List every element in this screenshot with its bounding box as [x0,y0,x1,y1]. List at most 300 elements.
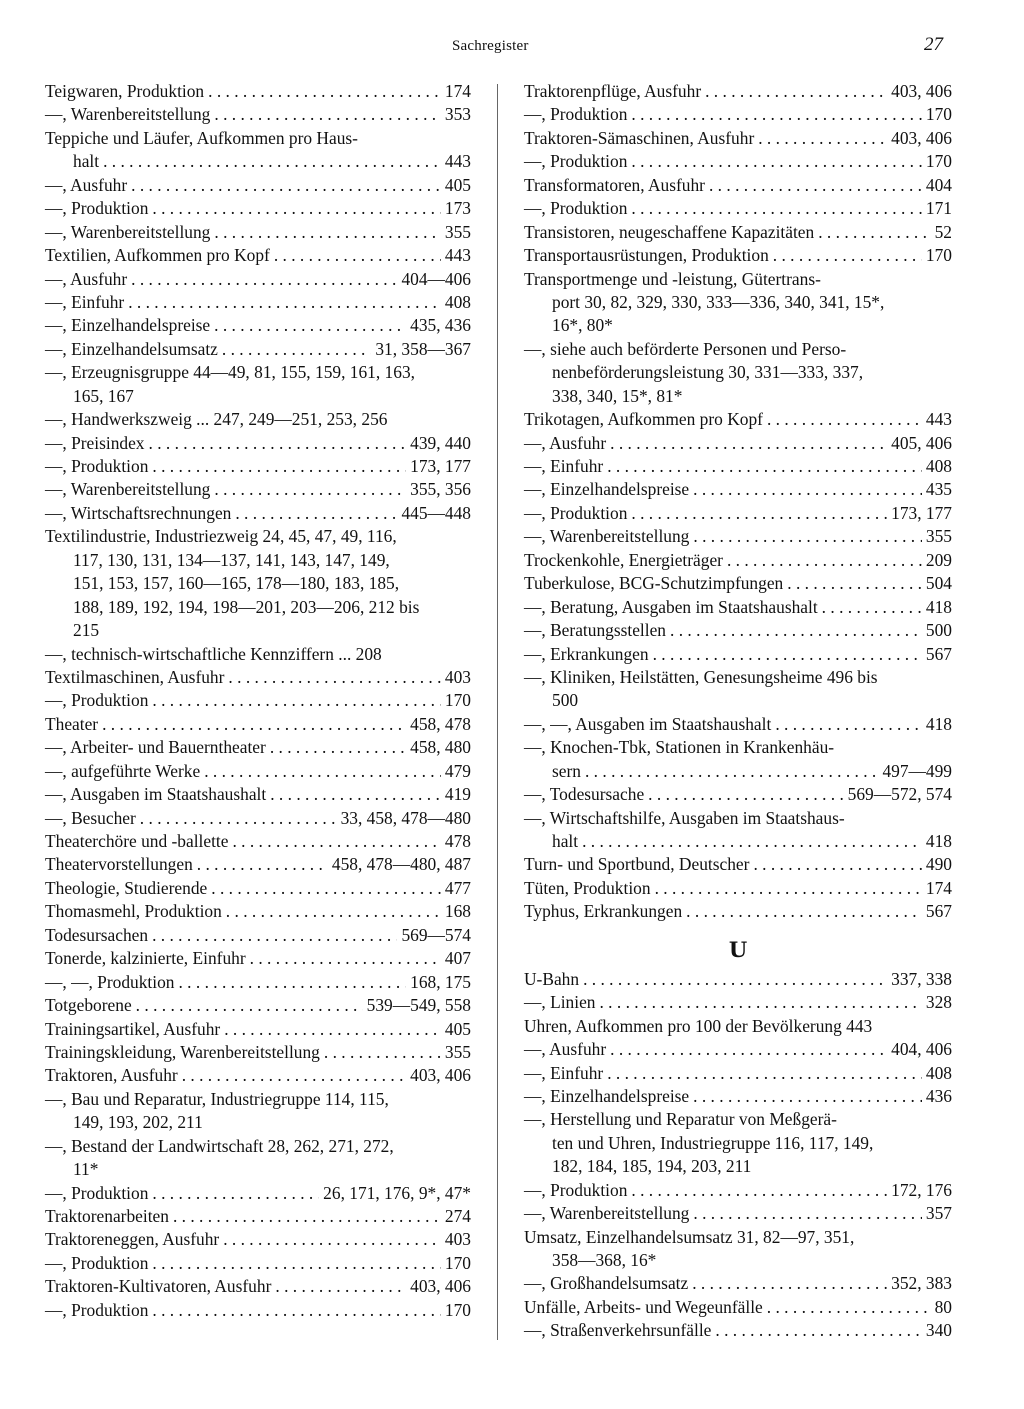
entry-term: —, Ausfuhr [524,1039,607,1060]
entry-pages: 340 [925,1320,952,1341]
index-entry [45,666,471,689]
dot-leader [627,502,887,525]
entry-term: —, Großhandelsumsatz [524,1273,689,1294]
index-entry [45,947,471,970]
entry-pages: 500 [925,620,952,641]
index-entry [45,1135,471,1158]
entry-term: —, Handwerkszweig ... 247, 249—251, 253, 256 [45,409,388,430]
entry-term: —, —, Ausgaben im Staatshaushalt [524,713,772,734]
dot-leader [220,1018,441,1041]
dot-leader [320,1041,441,1064]
index-entry [524,1319,952,1342]
entry-pages: 403, 406 [410,1065,471,1086]
index-entry [524,408,952,431]
dot-leader [581,760,878,783]
entry-term: Theater [45,713,99,734]
dot-leader [271,1275,406,1298]
dot-leader [210,103,441,126]
index-entry [524,432,952,455]
page-number: 27 [924,34,943,55]
entry-pages: 174 [925,877,952,898]
entry-term: —, siehe auch beförderte Personen und Perso- [524,338,847,359]
entry-term: halt [552,831,579,851]
dot-leader [99,150,441,173]
entry-pages: 357 [925,1203,952,1224]
entry-pages: 209 [925,549,952,570]
dot-leader [148,197,441,220]
index-entry [45,807,471,830]
index-entry [45,1299,471,1322]
entry-pages: 33, 458, 478—480 [340,807,471,828]
dot-leader [148,1299,441,1322]
dot-leader [148,1252,441,1275]
entry-term: 188, 189, 192, 194, 198—201, 203—206, 212 bis [73,596,420,617]
entry-term: —, Linien [524,992,596,1013]
entry-term: —, Einzelhandelspreise [524,1085,690,1106]
entry-pages: 569—572, 574 [847,784,952,805]
entry-pages: 355 [444,221,471,242]
entry-term: —, Bestand der Landwirtschaft 28, 262, 271, 272, [45,1135,394,1156]
dot-leader [266,783,441,806]
dot-leader [649,643,922,666]
entry-term: Transistoren, neugeschaffene Kapazitäten [524,221,815,242]
entry-term: —, Warenbereitstellung [524,1203,690,1224]
entry-pages: 403 [444,666,471,687]
entry-term: Textilien, Aufkommen pro Kopf [45,245,270,266]
entry-term: —, Herstellung und Reparatur von Meßgerä- [524,1109,837,1130]
index-entry [45,127,471,150]
dot-leader [701,80,887,103]
entry-pages: 80 [934,1296,952,1317]
index-entry [45,900,471,923]
dot-leader [207,877,441,900]
entry-pages: 418 [925,713,952,734]
entry-pages: 52 [934,221,952,242]
index-entry [524,1015,952,1038]
entry-term: —, Beratungsstellen [524,620,666,641]
entry-term: Totgeborene [45,995,132,1016]
index-entry [45,1088,471,1111]
entry-term: —, Ausfuhr [45,174,128,195]
entry-term: 151, 153, 157, 160—165, 178—180, 183, 185, [73,573,400,594]
entry-pages: 328 [925,992,952,1013]
index-entry [45,830,471,853]
entry-term: Todesursachen [45,924,149,945]
entry-term: —, Produktion [45,1252,149,1273]
entry-term: —, Einfuhr [45,291,125,312]
index-section-t [524,80,952,924]
dot-leader [705,174,922,197]
dot-leader [204,80,441,103]
entry-term: U-Bahn [524,968,580,989]
index-entry [524,478,952,501]
entry-term: Traktoren, Ausfuhr [45,1065,178,1086]
index-entry [524,221,952,244]
entry-term: Tüten, Produktion [524,877,651,898]
entry-pages: 404, 406 [891,1039,952,1060]
entry-term: ten und Uhren, Industriegruppe 116, 117, 149, [552,1132,874,1153]
entry-pages: 436 [925,1085,952,1106]
index-entry [45,924,471,947]
entry-pages: 490 [925,854,952,875]
index-entry [45,1041,471,1064]
index-entry [45,478,471,501]
index-entry [524,1062,952,1085]
entry-pages: 408 [925,1062,952,1083]
index-entry [524,1038,952,1061]
dot-leader [711,1319,922,1342]
entry-term: 358—368, 16* [552,1250,657,1270]
index-entry [524,197,952,220]
entry-term: 182, 184, 185, 194, 203, 211 [552,1156,752,1177]
entry-term: —, Warenbereitstellung [45,104,211,125]
index-entry [524,502,952,525]
entry-term: 215 [73,620,100,641]
entry-term: —, Warenbereitstellung [524,526,690,547]
entry-pages: 458, 478 [410,713,471,734]
entry-pages: 353 [444,104,471,125]
index-entry [45,549,471,572]
dot-leader [124,291,441,314]
entry-term: port 30, 82, 329, 330, 333—336, 340, 341, 15*, [552,291,885,312]
index-entry [524,244,952,267]
entry-term: 16*, 80* [552,315,613,336]
entry-pages: 504 [925,573,952,594]
entry-pages: 418 [925,831,952,851]
index-entry [524,268,952,291]
dot-leader [666,619,922,642]
entry-term: 149, 193, 202, 211 [73,1112,203,1133]
entry-term: —, Produktion [45,690,149,711]
entry-pages: 403, 406 [891,81,952,101]
entry-term: —, Einzelhandelspreise [45,315,211,336]
entry-pages: 478 [444,831,471,851]
dot-leader [246,947,441,970]
index-entry [45,385,471,408]
entry-term: Thomasmehl, Produktion [45,901,222,922]
index-entry [45,432,471,455]
entry-term: Traktorenarbeiten [45,1206,169,1226]
section-letter-heading: U [728,936,748,962]
index-entry [524,1226,952,1249]
entry-term: Trikotagen, Aufkommen pro Kopf [524,409,763,430]
index-entry [524,127,952,150]
entry-term: Teppiche und Läufer, Aufkommen pro Haus- [45,127,358,148]
dot-leader [689,525,922,548]
index-entry [524,877,952,900]
dot-leader [210,221,441,244]
index-entry [45,150,471,173]
index-entry [45,689,471,712]
entry-pages: 408 [444,291,471,312]
index-entry [524,572,952,595]
entry-term: Traktoren-Kultivatoren, Ausfuhr [45,1276,272,1297]
dot-leader [603,455,922,478]
entry-pages: 173, 177 [410,456,471,476]
entry-term: —, Beratung, Ausgaben im Staatshaushalt [524,596,818,617]
entry-term: —, Produktion [524,1179,628,1200]
index-entry [45,197,471,220]
index-entry [45,760,471,783]
entry-pages: 407 [444,948,471,969]
index-entry [45,1228,471,1251]
index-entry [45,619,471,642]
index-entry [524,150,952,173]
index-entry [524,830,952,853]
entry-term: —, Produktion [524,104,628,125]
entry-term: Traktoren-Sämaschinen, Ausfuhr [524,127,755,148]
index-column-right [524,80,952,1343]
entry-term: Theaterchöre und -ballette [45,831,229,851]
dot-leader [218,338,371,361]
entry-term: —, Knochen-Tbk, Stationen in Krankenhäu- [524,737,835,758]
index-entry [524,713,952,736]
page-header [0,34,1024,58]
dot-leader [603,1062,922,1085]
entry-term: —, Erzeugnisgruppe 44—49, 81, 155, 159, 161, 163, [45,362,415,383]
entry-term: Trainingskleidung, Warenbereitstellung [45,1041,320,1062]
dot-leader [627,197,922,220]
entry-term: Transformatoren, Ausfuhr [524,174,705,195]
index-entry [45,877,471,900]
index-entry [524,1272,952,1295]
entry-pages: 170 [444,690,471,711]
entry-pages: 419 [444,784,471,805]
entry-term: —, Arbeiter- und Bauerntheater [45,737,266,758]
entry-term: —, Produktion [45,1182,149,1203]
entry-pages: 170 [925,151,952,172]
running-title: Sachregister [452,38,529,54]
dot-leader [210,478,406,501]
dot-leader [688,1272,887,1295]
index-entry [524,689,952,712]
index-entry [524,596,952,619]
dot-leader [132,994,363,1017]
entry-pages: 443 [444,151,471,172]
dot-leader [578,830,922,853]
entry-pages: 173, 177 [891,502,952,523]
index-entry [45,338,471,361]
entry-pages: 31, 358—367 [375,338,471,359]
index-entry [524,361,952,384]
entry-term: Traktorenpflüge, Ausfuhr [524,81,702,101]
column-divider [497,84,498,1340]
entry-pages: 172, 176 [891,1179,952,1200]
entry-term: 500 [552,690,579,711]
entry-term: Transportausrüstungen, Produktion [524,245,769,266]
index-section-u [524,968,952,1343]
entry-pages: 439, 440 [410,432,471,453]
entry-term: —, Ausfuhr [524,432,607,453]
entry-term: —, Bau und Reparatur, Industriegruppe 114, 115, [45,1088,389,1109]
index-entry [524,1085,952,1108]
index-entry [524,338,952,361]
entry-term: —, Wirtschaftshilfe, Ausgaben im Staatshaus- [524,807,845,828]
dot-leader [231,502,397,525]
entry-pages: 479 [444,760,471,781]
entry-pages: 404—406 [401,268,471,289]
dot-leader [723,549,922,572]
dot-leader [627,1179,887,1202]
index-entry [524,525,952,548]
entry-pages: 567 [925,643,952,664]
index-entry [524,783,952,806]
entry-term: nenbeförderungsleistung 30, 331—333, 337, [552,362,864,383]
entry-pages: 445—448 [401,502,471,523]
index-entry [524,1155,952,1178]
index-entry [45,994,471,1017]
entry-pages: 170 [925,104,952,125]
entry-pages: 174 [444,81,471,101]
dot-leader [689,1202,922,1225]
entry-pages: 458, 480 [410,737,471,758]
dot-leader [270,244,441,267]
index-entry [524,643,952,666]
entry-pages: 274 [444,1206,471,1226]
dot-leader [771,713,922,736]
dot-leader [814,221,930,244]
entry-term: 165, 167 [73,385,134,406]
dot-leader [627,103,922,126]
index-entry [45,525,471,548]
entry-pages: 168 [444,901,471,922]
dot-leader [193,853,328,876]
index-entry [524,1202,952,1225]
entry-term: —, Einzelhandelspreise [524,479,690,500]
entry-term: Unfälle, Arbeits- und Wegeunfälle [524,1296,763,1317]
entry-term: —, —, Produktion [45,971,175,992]
index-entry [45,244,471,267]
entry-term: —, Wirtschaftsrechnungen [45,502,232,523]
index-entry [524,991,952,1014]
entry-term: —, Besucher [45,807,136,828]
index-entry [524,174,952,197]
entry-term: —, Produktion [524,198,628,219]
entry-term: —, Warenbereitstellung [45,479,211,500]
entry-pages: 170 [444,1252,471,1273]
entry-term: Tonerde, kalzinierte, Einfuhr [45,948,246,969]
dot-leader [606,432,887,455]
entry-term: Textilindustrie, Industriezweig 24, 45, 47, 49, 116, [45,526,397,547]
entry-term: —, Kliniken, Heilstätten, Genesungsheime 496 bis [524,666,878,687]
entry-pages: 173 [444,198,471,219]
dot-leader [689,1085,922,1108]
entry-pages: 404 [925,174,952,195]
dot-leader [644,783,843,806]
dot-leader [148,689,441,712]
dot-leader [228,830,440,853]
entry-term: —, Produktion [45,1299,149,1320]
dot-leader [127,268,397,291]
index-entry [45,596,471,619]
entry-pages: 477 [444,877,471,898]
entry-pages: 355, 356 [410,479,471,500]
entry-term: —, Produktion [45,456,149,476]
entry-term: Textilmaschinen, Ausfuhr [45,666,225,687]
index-entry [524,968,952,991]
entry-term: Tuberkulose, BCG-Schutzimpfungen [524,573,784,594]
entry-pages: 405, 406 [891,432,952,453]
index-entry [524,455,952,478]
entry-term: —, Ausfuhr [45,268,128,289]
index-entry [524,385,952,408]
index-entry [45,1182,471,1205]
index-entry [45,408,471,431]
entry-term: halt [73,151,100,172]
dot-leader [127,174,441,197]
index-entry [45,736,471,759]
entry-pages: 355 [444,1041,471,1062]
index-entry [524,619,952,642]
index-entry [524,1132,952,1155]
dot-leader [98,713,406,736]
entry-term: Theatervorstellungen [45,854,193,875]
entry-term: 338, 340, 15*, 81* [552,385,683,406]
entry-pages: 443 [444,245,471,266]
entry-pages: 539—549, 558 [366,995,471,1016]
index-entry [45,1064,471,1087]
dot-leader [595,991,921,1014]
index-entry [45,572,471,595]
entry-pages: 405 [444,174,471,195]
dot-leader [606,1038,887,1061]
index-column-left [45,80,471,1322]
index-entry [524,807,952,830]
dot-leader [754,127,887,150]
entry-term: —, Produktion [524,502,628,523]
index-entry [524,736,952,759]
index-entry [524,314,952,337]
index-entry [45,1018,471,1041]
entry-term: —, Einfuhr [524,1062,604,1083]
entry-pages: 569—574 [401,924,471,945]
index-entry [524,291,952,314]
entry-term: Trainingsartikel, Ausfuhr [45,1018,221,1039]
entry-term: —, Straßenverkehrsunfälle [524,1320,712,1341]
entry-term: Umsatz, Einzelhandelsumsatz 31, 82—97, 351, [524,1226,855,1247]
entry-term: Transportmenge und -leistung, Gütertrans- [524,268,821,289]
entry-pages: 355 [925,526,952,547]
index-entry [45,713,471,736]
entry-term: Teigwaren, Produktion [45,81,205,101]
dot-leader [169,1205,441,1228]
index-entry [524,853,952,876]
entry-term: —, Erkrankungen [524,643,649,664]
dot-leader [689,478,922,501]
entry-pages: 403, 406 [410,1276,471,1297]
index-entry [524,1296,952,1319]
entry-pages: 170 [444,1299,471,1320]
entry-term: —, Produktion [45,198,149,219]
index-entry [45,1275,471,1298]
entry-term: 11* [73,1159,99,1180]
entry-pages: 418 [925,596,952,617]
index-entry [45,221,471,244]
entry-pages: 403 [444,1229,471,1250]
dot-leader [178,1064,406,1087]
entry-pages: 26, 171, 176, 9*, 47* [323,1182,471,1203]
index-entry [45,103,471,126]
entry-pages: 435, 436 [410,315,471,336]
entry-pages: 497—499 [882,760,952,781]
index-entry [45,1205,471,1228]
index-entry [45,783,471,806]
index-entry [45,853,471,876]
dot-leader [148,1182,319,1205]
index-entry [45,502,471,525]
dot-leader [148,924,397,947]
index-entry [45,1252,471,1275]
